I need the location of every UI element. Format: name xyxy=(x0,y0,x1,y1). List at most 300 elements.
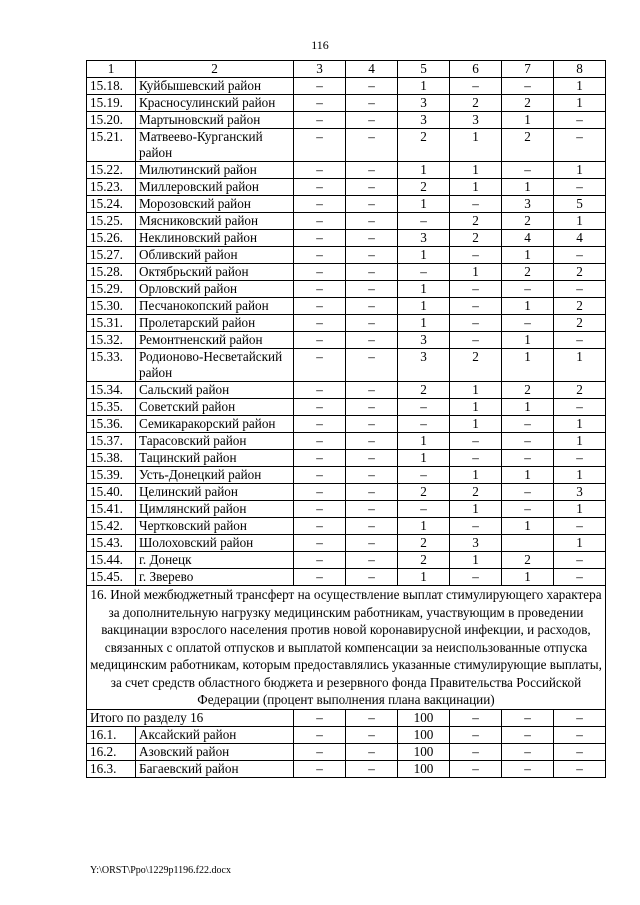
value-cell: – xyxy=(346,709,398,726)
district-name: Аксайский район xyxy=(136,726,294,743)
value-cell: 1 xyxy=(554,535,606,552)
value-cell: – xyxy=(346,535,398,552)
value-cell: – xyxy=(294,484,346,501)
value-cell: 3 xyxy=(398,332,450,349)
table-row xyxy=(87,230,606,247)
value-cell: – xyxy=(554,179,606,196)
value-cell: 2 xyxy=(398,179,450,196)
row-number: 15.37. xyxy=(87,433,136,450)
district-name: г. Зверево xyxy=(136,569,294,586)
value-cell: 2 xyxy=(450,484,502,501)
value-cell: – xyxy=(346,450,398,467)
value-cell: – xyxy=(554,760,606,777)
table-row xyxy=(87,501,606,518)
row-number: 15.31. xyxy=(87,315,136,332)
value-cell: 3 xyxy=(450,535,502,552)
value-cell: – xyxy=(294,78,346,95)
total-label: Итого по разделу 16 xyxy=(87,709,294,726)
district-name: Песчанокопский район xyxy=(136,298,294,315)
value-cell: – xyxy=(346,433,398,450)
value-cell: – xyxy=(294,332,346,349)
header-cell: 3 xyxy=(294,61,346,78)
value-cell: – xyxy=(346,416,398,433)
value-cell: 2 xyxy=(502,552,554,569)
value-cell: – xyxy=(346,162,398,179)
value-cell: – xyxy=(294,709,346,726)
value-cell: 100 xyxy=(398,743,450,760)
value-cell: – xyxy=(398,399,450,416)
district-name: Октябрьский район xyxy=(136,264,294,281)
district-name: Семикаракорский район xyxy=(136,416,294,433)
row-number: 15.22. xyxy=(87,162,136,179)
table-body xyxy=(87,61,606,778)
district-name: Милютинский район xyxy=(136,162,294,179)
value-cell: – xyxy=(554,726,606,743)
table-row xyxy=(87,78,606,95)
value-cell: 1 xyxy=(450,552,502,569)
value-cell: – xyxy=(554,399,606,416)
value-cell: – xyxy=(502,501,554,518)
value-cell: – xyxy=(294,230,346,247)
value-cell: – xyxy=(554,450,606,467)
value-cell: – xyxy=(346,179,398,196)
value-cell: – xyxy=(346,298,398,315)
row-number: 15.41. xyxy=(87,501,136,518)
district-name: Багаевский район xyxy=(136,760,294,777)
value-cell: – xyxy=(554,518,606,535)
row-number: 15.42. xyxy=(87,518,136,535)
header-cell: 4 xyxy=(346,61,398,78)
value-cell: 1 xyxy=(502,349,554,382)
value-cell: – xyxy=(346,112,398,129)
value-cell: 1 xyxy=(450,162,502,179)
value-cell: – xyxy=(294,315,346,332)
district-name: Неклиновский район xyxy=(136,230,294,247)
value-cell: 3 xyxy=(554,484,606,501)
table-row xyxy=(87,213,606,230)
value-cell: 1 xyxy=(450,467,502,484)
row-number: 16.3. xyxy=(87,760,136,777)
value-cell: – xyxy=(294,382,346,399)
value-cell: 1 xyxy=(450,501,502,518)
value-cell: – xyxy=(502,450,554,467)
header-cell: 8 xyxy=(554,61,606,78)
value-cell: 1 xyxy=(502,179,554,196)
value-cell: 1 xyxy=(398,196,450,213)
value-cell: 1 xyxy=(398,78,450,95)
value-cell: 1 xyxy=(398,569,450,586)
value-cell: – xyxy=(294,450,346,467)
value-cell: – xyxy=(502,743,554,760)
value-cell: 1 xyxy=(450,399,502,416)
value-cell: – xyxy=(294,535,346,552)
value-cell: – xyxy=(554,552,606,569)
value-cell: – xyxy=(294,213,346,230)
value-cell: 2 xyxy=(554,298,606,315)
value-cell: 2 xyxy=(398,382,450,399)
value-cell: – xyxy=(502,726,554,743)
value-cell: – xyxy=(294,433,346,450)
value-cell: – xyxy=(294,281,346,298)
value-cell: – xyxy=(398,213,450,230)
value-cell: – xyxy=(450,298,502,315)
value-cell: 1 xyxy=(554,416,606,433)
value-cell: 4 xyxy=(502,230,554,247)
header-cell: 1 xyxy=(87,61,136,78)
district-name: Пролетарский район xyxy=(136,315,294,332)
value-cell: 1 xyxy=(554,433,606,450)
table-row xyxy=(87,569,606,586)
value-cell: 4 xyxy=(554,230,606,247)
value-cell: – xyxy=(294,196,346,213)
row-number: 16.1. xyxy=(87,726,136,743)
table-row xyxy=(87,535,606,552)
value-cell: – xyxy=(554,743,606,760)
row-number: 15.38. xyxy=(87,450,136,467)
value-cell: – xyxy=(450,281,502,298)
value-cell: 1 xyxy=(554,349,606,382)
value-cell: – xyxy=(294,467,346,484)
value-cell: – xyxy=(450,450,502,467)
value-cell: – xyxy=(346,247,398,264)
row-number: 15.33. xyxy=(87,349,136,382)
table-row xyxy=(87,179,606,196)
value-cell: – xyxy=(346,129,398,162)
value-cell: – xyxy=(554,112,606,129)
table-header-row xyxy=(87,61,606,78)
value-cell: – xyxy=(554,129,606,162)
value-cell: – xyxy=(346,281,398,298)
value-cell: – xyxy=(346,518,398,535)
value-cell: 1 xyxy=(502,569,554,586)
row-number: 15.28. xyxy=(87,264,136,281)
value-cell: – xyxy=(294,179,346,196)
value-cell: 2 xyxy=(398,535,450,552)
table-row xyxy=(87,450,606,467)
value-cell: 1 xyxy=(450,416,502,433)
value-cell: – xyxy=(554,281,606,298)
row-number: 15.40. xyxy=(87,484,136,501)
district-name: Целинский район xyxy=(136,484,294,501)
value-cell: 2 xyxy=(398,484,450,501)
value-cell: 1 xyxy=(450,129,502,162)
section-title: 16. Иной межбюджетный трансферт на осуществление выплат стимулирующего характера за дополнительную нагрузку медицинским работникам, участвующим в проведении вакцинации взрослого населения против новой коронавирусной инфекции, и расходов, связанных с оплатой отпусков и выплатой компенсации за неиспользованные отпуска медицинским работникам, которым предоставлялись указанные стимулирующие выплаты, за счет средств областного бюджета и резервного фонда Правительства Российской Федерации (процент выполнения плана вакцинации) xyxy=(87,586,606,710)
value-cell: – xyxy=(294,264,346,281)
table-row xyxy=(87,518,606,535)
value-cell: – xyxy=(294,518,346,535)
row-number: 15.45. xyxy=(87,569,136,586)
value-cell: – xyxy=(294,569,346,586)
district-name: Шолоховский район xyxy=(136,535,294,552)
value-cell: 1 xyxy=(554,162,606,179)
value-cell: 2 xyxy=(502,129,554,162)
total-row xyxy=(87,709,606,726)
value-cell: – xyxy=(502,484,554,501)
table-row xyxy=(87,399,606,416)
value-cell: – xyxy=(346,467,398,484)
value-cell: 3 xyxy=(398,349,450,382)
value-cell: 1 xyxy=(502,332,554,349)
value-cell: – xyxy=(502,760,554,777)
table-row xyxy=(87,416,606,433)
district-name: Матвеево-Курганский район xyxy=(136,129,294,162)
table-row xyxy=(87,484,606,501)
data-table xyxy=(86,60,606,778)
table-row xyxy=(87,382,606,399)
section-heading-row xyxy=(87,586,606,710)
row-number: 15.24. xyxy=(87,196,136,213)
value-cell: – xyxy=(554,709,606,726)
value-cell: – xyxy=(554,247,606,264)
value-cell: 3 xyxy=(398,112,450,129)
value-cell: – xyxy=(294,95,346,112)
table-row xyxy=(87,433,606,450)
district-name: Мартыновский район xyxy=(136,112,294,129)
value-cell: – xyxy=(450,726,502,743)
value-cell: – xyxy=(554,332,606,349)
row-number: 15.26. xyxy=(87,230,136,247)
value-cell: – xyxy=(346,78,398,95)
value-cell: – xyxy=(346,552,398,569)
value-cell: 2 xyxy=(398,129,450,162)
value-cell: 1 xyxy=(398,281,450,298)
value-cell: – xyxy=(346,760,398,777)
value-cell: – xyxy=(294,247,346,264)
value-cell: – xyxy=(450,247,502,264)
row-number: 15.21. xyxy=(87,129,136,162)
value-cell: 1 xyxy=(450,382,502,399)
value-cell: – xyxy=(398,467,450,484)
district-name: Советский район xyxy=(136,399,294,416)
value-cell: – xyxy=(450,569,502,586)
value-cell: 3 xyxy=(450,112,502,129)
value-cell: 1 xyxy=(450,264,502,281)
value-cell: – xyxy=(450,518,502,535)
value-cell: – xyxy=(450,709,502,726)
value-cell: – xyxy=(294,298,346,315)
value-cell: 1 xyxy=(398,247,450,264)
table-row xyxy=(87,247,606,264)
table-row xyxy=(87,196,606,213)
value-cell: – xyxy=(398,501,450,518)
value-cell: 2 xyxy=(554,382,606,399)
value-cell: 3 xyxy=(502,196,554,213)
value-cell: – xyxy=(346,213,398,230)
row-number: 15.19. xyxy=(87,95,136,112)
value-cell: – xyxy=(554,569,606,586)
value-cell: 3 xyxy=(398,230,450,247)
value-cell: 1 xyxy=(554,467,606,484)
header-cell: 6 xyxy=(450,61,502,78)
value-cell: 1 xyxy=(502,518,554,535)
value-cell: – xyxy=(346,501,398,518)
value-cell: 5 xyxy=(554,196,606,213)
value-cell: – xyxy=(502,416,554,433)
row-number: 16.2. xyxy=(87,743,136,760)
value-cell: 2 xyxy=(450,349,502,382)
district-name: Усть-Донецкий район xyxy=(136,467,294,484)
value-cell: – xyxy=(294,129,346,162)
value-cell: – xyxy=(450,760,502,777)
table-row xyxy=(87,281,606,298)
value-cell xyxy=(502,535,554,552)
value-cell: 1 xyxy=(554,213,606,230)
district-name: Ремонтненский район xyxy=(136,332,294,349)
value-cell: 1 xyxy=(398,450,450,467)
table-row xyxy=(87,332,606,349)
value-cell: 2 xyxy=(502,264,554,281)
value-cell: 100 xyxy=(398,709,450,726)
value-cell: – xyxy=(346,569,398,586)
row-number: 15.43. xyxy=(87,535,136,552)
value-cell: – xyxy=(502,315,554,332)
value-cell: 1 xyxy=(398,298,450,315)
value-cell: 2 xyxy=(502,382,554,399)
table-row xyxy=(87,552,606,569)
value-cell: – xyxy=(346,382,398,399)
value-cell: 1 xyxy=(502,112,554,129)
district-name: Тацинский район xyxy=(136,450,294,467)
table-row xyxy=(87,726,606,743)
value-cell: – xyxy=(450,332,502,349)
value-cell: – xyxy=(346,743,398,760)
row-number: 15.25. xyxy=(87,213,136,230)
value-cell: – xyxy=(450,196,502,213)
value-cell: 1 xyxy=(554,95,606,112)
value-cell: – xyxy=(346,315,398,332)
row-number: 15.29. xyxy=(87,281,136,298)
value-cell: 100 xyxy=(398,726,450,743)
value-cell: 2 xyxy=(502,213,554,230)
value-cell: – xyxy=(346,196,398,213)
row-number: 15.36. xyxy=(87,416,136,433)
value-cell: – xyxy=(450,743,502,760)
value-cell: – xyxy=(502,78,554,95)
district-name: Родионово-Несветайский район xyxy=(136,349,294,382)
district-name: Цимлянский район xyxy=(136,501,294,518)
table-row xyxy=(87,760,606,777)
value-cell: – xyxy=(398,416,450,433)
row-number: 15.35. xyxy=(87,399,136,416)
value-cell: – xyxy=(398,264,450,281)
row-number: 15.34. xyxy=(87,382,136,399)
value-cell: – xyxy=(294,349,346,382)
value-cell: – xyxy=(294,112,346,129)
value-cell: – xyxy=(294,552,346,569)
value-cell: – xyxy=(294,399,346,416)
value-cell: 1 xyxy=(554,78,606,95)
value-cell: 2 xyxy=(450,95,502,112)
value-cell: 1 xyxy=(502,467,554,484)
value-cell: 1 xyxy=(502,298,554,315)
value-cell: 2 xyxy=(450,213,502,230)
district-name: Чертковский район xyxy=(136,518,294,535)
value-cell: – xyxy=(294,726,346,743)
row-number: 15.23. xyxy=(87,179,136,196)
value-cell: – xyxy=(346,332,398,349)
value-cell: 2 xyxy=(450,230,502,247)
value-cell: 1 xyxy=(450,179,502,196)
value-cell: – xyxy=(294,501,346,518)
table-row xyxy=(87,264,606,281)
value-cell: – xyxy=(346,264,398,281)
row-number: 15.44. xyxy=(87,552,136,569)
table-row xyxy=(87,112,606,129)
value-cell: – xyxy=(450,433,502,450)
row-number: 15.30. xyxy=(87,298,136,315)
value-cell: 1 xyxy=(554,501,606,518)
table-row xyxy=(87,467,606,484)
district-name: Красносулинский район xyxy=(136,95,294,112)
district-name: Мясниковский район xyxy=(136,213,294,230)
page-number: 116 xyxy=(311,38,329,52)
value-cell: – xyxy=(502,709,554,726)
district-name: Миллеровский район xyxy=(136,179,294,196)
row-number: 15.39. xyxy=(87,467,136,484)
value-cell: 2 xyxy=(502,95,554,112)
value-cell: – xyxy=(294,743,346,760)
row-number: 15.27. xyxy=(87,247,136,264)
district-name: Тарасовский район xyxy=(136,433,294,450)
value-cell: 1 xyxy=(502,247,554,264)
value-cell: – xyxy=(450,78,502,95)
district-name: Азовский район xyxy=(136,743,294,760)
value-cell: – xyxy=(502,162,554,179)
value-cell: 1 xyxy=(398,162,450,179)
table-row xyxy=(87,129,606,162)
value-cell: 2 xyxy=(398,552,450,569)
value-cell: – xyxy=(346,95,398,112)
value-cell: – xyxy=(502,281,554,298)
row-number: 15.18. xyxy=(87,78,136,95)
table-row xyxy=(87,95,606,112)
value-cell: 1 xyxy=(398,315,450,332)
table-row xyxy=(87,162,606,179)
district-name: Морозовский район xyxy=(136,196,294,213)
row-number: 15.20. xyxy=(87,112,136,129)
value-cell: – xyxy=(346,399,398,416)
table-row xyxy=(87,315,606,332)
value-cell: – xyxy=(346,349,398,382)
row-number: 15.32. xyxy=(87,332,136,349)
district-name: г. Донецк xyxy=(136,552,294,569)
value-cell: 1 xyxy=(398,433,450,450)
value-cell: 2 xyxy=(554,315,606,332)
header-cell: 5 xyxy=(398,61,450,78)
header-cell: 2 xyxy=(136,61,294,78)
value-cell: – xyxy=(346,726,398,743)
table-row xyxy=(87,743,606,760)
value-cell: – xyxy=(346,484,398,501)
table-row xyxy=(87,349,606,382)
district-name: Обливский район xyxy=(136,247,294,264)
district-name: Сальский район xyxy=(136,382,294,399)
value-cell: 1 xyxy=(502,399,554,416)
district-name: Куйбышевский район xyxy=(136,78,294,95)
table-row xyxy=(87,298,606,315)
value-cell: – xyxy=(294,416,346,433)
value-cell: – xyxy=(346,230,398,247)
file-path-footer: Y:\ORST\Ppo\1229p1196.f22.docx xyxy=(90,865,231,876)
header-cell: 7 xyxy=(502,61,554,78)
district-name: Орловский район xyxy=(136,281,294,298)
value-cell: – xyxy=(294,162,346,179)
value-cell: 100 xyxy=(398,760,450,777)
value-cell: – xyxy=(502,433,554,450)
value-cell: 3 xyxy=(398,95,450,112)
value-cell: – xyxy=(450,315,502,332)
value-cell: 2 xyxy=(554,264,606,281)
